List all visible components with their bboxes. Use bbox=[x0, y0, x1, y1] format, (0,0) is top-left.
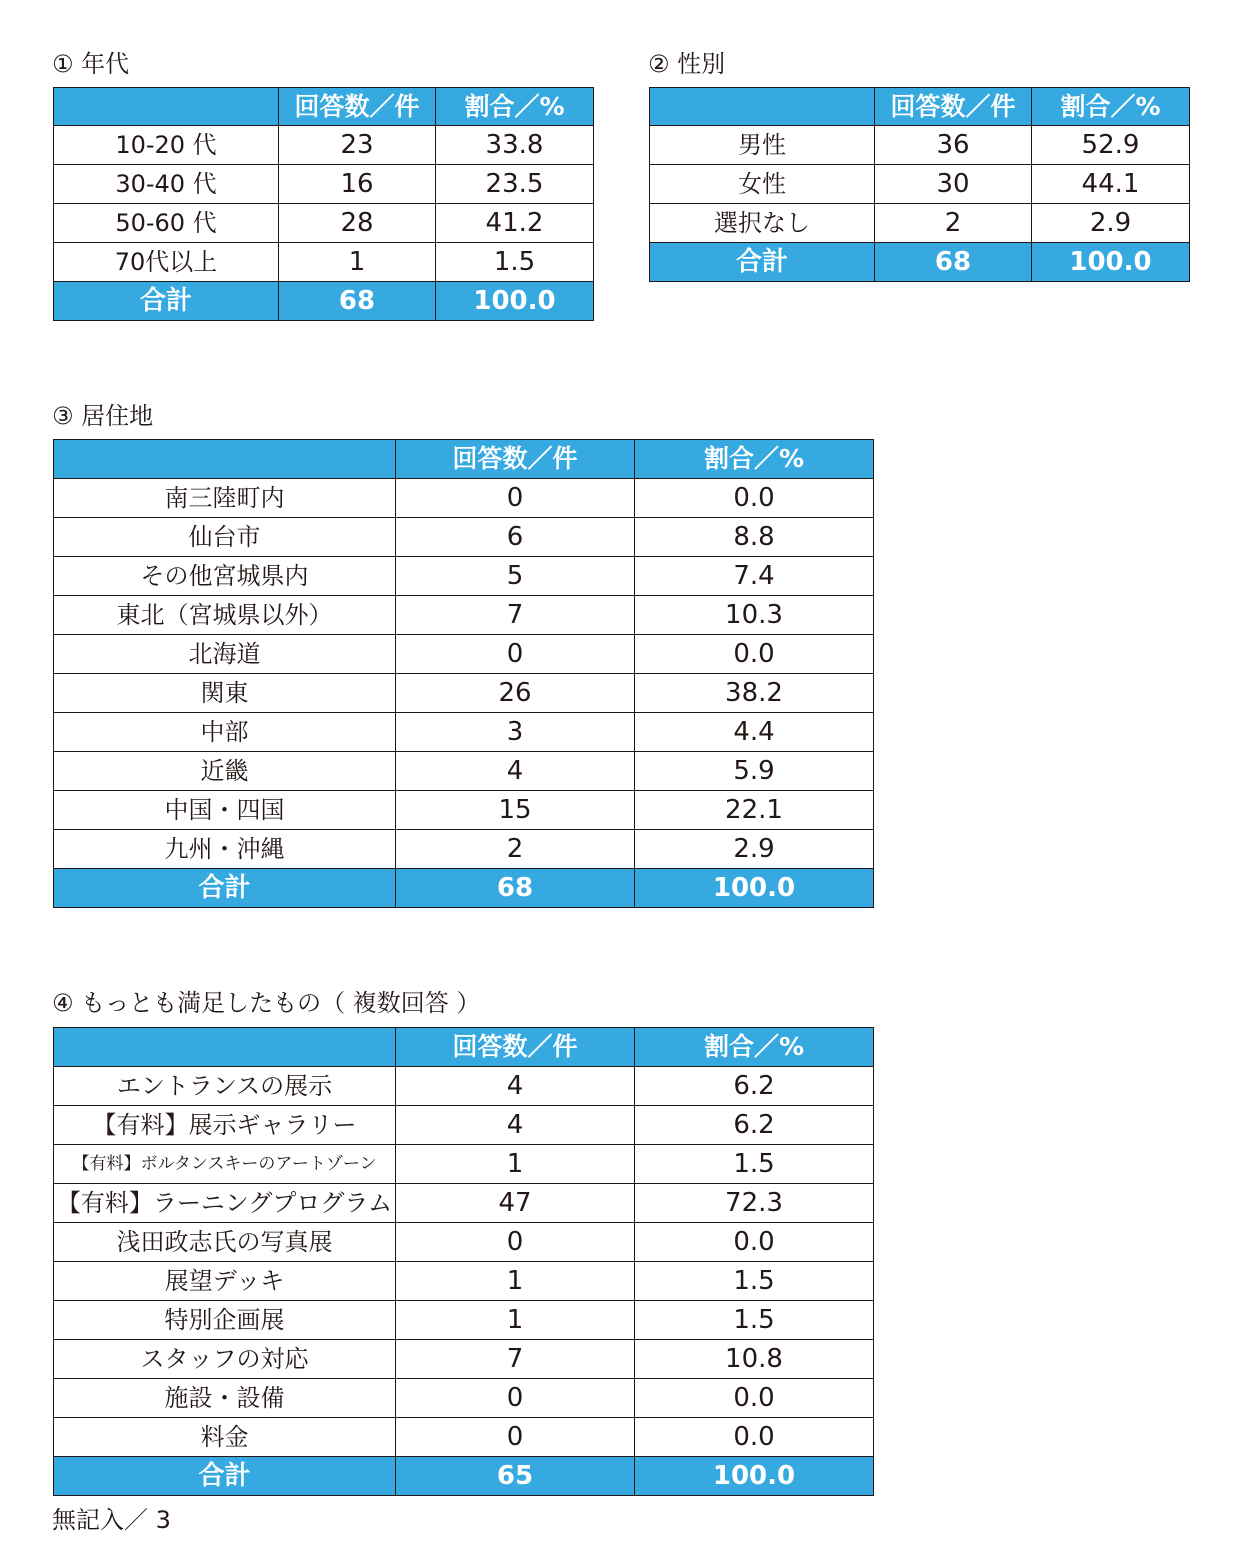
table-row bbox=[54, 1067, 874, 1106]
total-ratio: 100.0 bbox=[635, 1457, 874, 1496]
table-row bbox=[54, 1223, 874, 1262]
row-ratio: 7.4 bbox=[635, 557, 874, 596]
row-label: 女性 bbox=[650, 165, 875, 204]
total-row bbox=[54, 1457, 874, 1496]
table-row bbox=[650, 204, 1190, 243]
row-count: 4 bbox=[396, 752, 635, 791]
row-count: 5 bbox=[396, 557, 635, 596]
table-row bbox=[54, 635, 874, 674]
header-ratio: 割合／% bbox=[635, 440, 874, 479]
row-label: 九州・沖縄 bbox=[54, 830, 396, 869]
row-count: 1 bbox=[279, 243, 436, 282]
total-count: 68 bbox=[279, 282, 436, 321]
row-count: 4 bbox=[396, 1067, 635, 1106]
row-label: 東北（宮城県以外） bbox=[54, 596, 396, 635]
row-label: 料金 bbox=[54, 1418, 396, 1457]
header-empty-cell bbox=[54, 440, 396, 479]
row-label: 【有料】ラーニングプログラム bbox=[54, 1184, 396, 1223]
row-count: 2 bbox=[396, 830, 635, 869]
table-row bbox=[54, 596, 874, 635]
residence-section-title: ③ 居住地 bbox=[52, 402, 154, 430]
total-count: 65 bbox=[396, 1457, 635, 1496]
table-row bbox=[54, 830, 874, 869]
row-ratio: 0.0 bbox=[635, 479, 874, 518]
row-count: 30 bbox=[875, 165, 1032, 204]
row-label: 30-40 代 bbox=[54, 165, 279, 204]
row-label: 仙台市 bbox=[54, 518, 396, 557]
row-count: 0 bbox=[396, 479, 635, 518]
table-row bbox=[54, 243, 594, 282]
row-label: スタッフの対応 bbox=[54, 1340, 396, 1379]
table-header-row bbox=[54, 1028, 874, 1067]
total-ratio: 100.0 bbox=[436, 282, 594, 321]
row-count: 0 bbox=[396, 1223, 635, 1262]
row-ratio: 10.8 bbox=[635, 1340, 874, 1379]
table-row bbox=[54, 1106, 874, 1145]
table-header-row bbox=[650, 88, 1190, 126]
row-ratio: 44.1 bbox=[1032, 165, 1190, 204]
row-count: 15 bbox=[396, 791, 635, 830]
table-row bbox=[54, 1145, 874, 1184]
table-header-row bbox=[54, 88, 594, 126]
row-ratio: 1.5 bbox=[635, 1301, 874, 1340]
header-ratio: 割合／% bbox=[635, 1028, 874, 1067]
row-ratio: 8.8 bbox=[635, 518, 874, 557]
row-ratio: 2.9 bbox=[635, 830, 874, 869]
row-label: 【有料】ボルタンスキーのアートゾーン bbox=[54, 1145, 396, 1184]
table-row bbox=[650, 165, 1190, 204]
total-ratio: 100.0 bbox=[635, 869, 874, 908]
row-count: 7 bbox=[396, 596, 635, 635]
age-table bbox=[53, 87, 594, 321]
row-label: 浅田政志氏の写真展 bbox=[54, 1223, 396, 1262]
table-row bbox=[54, 204, 594, 243]
header-count: 回答数／件 bbox=[396, 1028, 635, 1067]
header-empty-cell bbox=[650, 88, 875, 126]
row-count: 36 bbox=[875, 126, 1032, 165]
row-label: 近畿 bbox=[54, 752, 396, 791]
table-row bbox=[54, 1340, 874, 1379]
row-label: 10-20 代 bbox=[54, 126, 279, 165]
row-count: 1 bbox=[396, 1145, 635, 1184]
table-row bbox=[54, 1301, 874, 1340]
row-label: エントランスの展示 bbox=[54, 1067, 396, 1106]
table-header-row bbox=[54, 440, 874, 479]
row-ratio: 10.3 bbox=[635, 596, 874, 635]
header-count: 回答数／件 bbox=[279, 88, 436, 126]
total-row bbox=[650, 243, 1190, 282]
row-label: 北海道 bbox=[54, 635, 396, 674]
table-row bbox=[54, 165, 594, 204]
table-row bbox=[54, 674, 874, 713]
row-count: 4 bbox=[396, 1106, 635, 1145]
row-label: 展望デッキ bbox=[54, 1262, 396, 1301]
table-row bbox=[54, 479, 874, 518]
row-ratio: 0.0 bbox=[635, 1223, 874, 1262]
row-label: 選択なし bbox=[650, 204, 875, 243]
table-row bbox=[650, 126, 1190, 165]
row-label: 関東 bbox=[54, 674, 396, 713]
table-row bbox=[54, 557, 874, 596]
header-ratio: 割合／% bbox=[1032, 88, 1190, 126]
row-count: 28 bbox=[279, 204, 436, 243]
row-label: 中部 bbox=[54, 713, 396, 752]
table-row bbox=[54, 126, 594, 165]
row-label: 【有料】展示ギャラリー bbox=[54, 1106, 396, 1145]
gender-table bbox=[649, 87, 1190, 282]
row-ratio: 5.9 bbox=[635, 752, 874, 791]
satisfaction-table bbox=[53, 1027, 874, 1496]
total-ratio: 100.0 bbox=[1032, 243, 1190, 282]
total-label: 合計 bbox=[650, 243, 875, 282]
total-row bbox=[54, 282, 594, 321]
row-ratio: 0.0 bbox=[635, 1418, 874, 1457]
row-count: 7 bbox=[396, 1340, 635, 1379]
header-count: 回答数／件 bbox=[396, 440, 635, 479]
row-count: 16 bbox=[279, 165, 436, 204]
row-label: 中国・四国 bbox=[54, 791, 396, 830]
row-count: 6 bbox=[396, 518, 635, 557]
table-row bbox=[54, 752, 874, 791]
row-label: 南三陸町内 bbox=[54, 479, 396, 518]
row-count: 3 bbox=[396, 713, 635, 752]
total-count: 68 bbox=[875, 243, 1032, 282]
row-ratio: 4.4 bbox=[635, 713, 874, 752]
row-ratio: 72.3 bbox=[635, 1184, 874, 1223]
row-label: その他宮城県内 bbox=[54, 557, 396, 596]
header-ratio: 割合／% bbox=[436, 88, 594, 126]
row-label: 70代以上 bbox=[54, 243, 279, 282]
no-answer-note: 無記入／ 3 bbox=[52, 1506, 171, 1534]
row-ratio: 1.5 bbox=[635, 1145, 874, 1184]
age-section-title: ① 年代 bbox=[52, 50, 130, 78]
row-ratio: 41.2 bbox=[436, 204, 594, 243]
residence-table bbox=[53, 439, 874, 908]
total-row bbox=[54, 869, 874, 908]
row-count: 47 bbox=[396, 1184, 635, 1223]
table-row bbox=[54, 1262, 874, 1301]
header-count: 回答数／件 bbox=[875, 88, 1032, 126]
row-ratio: 52.9 bbox=[1032, 126, 1190, 165]
row-count: 26 bbox=[396, 674, 635, 713]
row-count: 1 bbox=[396, 1262, 635, 1301]
row-label: 特別企画展 bbox=[54, 1301, 396, 1340]
row-ratio: 2.9 bbox=[1032, 204, 1190, 243]
row-ratio: 22.1 bbox=[635, 791, 874, 830]
row-ratio: 6.2 bbox=[635, 1067, 874, 1106]
table-row bbox=[54, 791, 874, 830]
satisfaction-section-title: ④ もっとも満足したもの（ 複数回答 ） bbox=[52, 989, 481, 1017]
table-row bbox=[54, 1379, 874, 1418]
table-row bbox=[54, 713, 874, 752]
total-label: 合計 bbox=[54, 869, 396, 908]
row-ratio: 0.0 bbox=[635, 1379, 874, 1418]
table-row bbox=[54, 518, 874, 557]
total-label: 合計 bbox=[54, 282, 279, 321]
row-count: 0 bbox=[396, 1418, 635, 1457]
total-label: 合計 bbox=[54, 1457, 396, 1496]
row-ratio: 1.5 bbox=[436, 243, 594, 282]
row-ratio: 23.5 bbox=[436, 165, 594, 204]
row-ratio: 38.2 bbox=[635, 674, 874, 713]
header-empty-cell bbox=[54, 88, 279, 126]
table-row bbox=[54, 1184, 874, 1223]
row-ratio: 0.0 bbox=[635, 635, 874, 674]
table-row bbox=[54, 1418, 874, 1457]
row-count: 0 bbox=[396, 635, 635, 674]
row-ratio: 33.8 bbox=[436, 126, 594, 165]
row-count: 1 bbox=[396, 1301, 635, 1340]
row-ratio: 6.2 bbox=[635, 1106, 874, 1145]
header-empty-cell bbox=[54, 1028, 396, 1067]
row-count: 0 bbox=[396, 1379, 635, 1418]
gender-section-title: ② 性別 bbox=[648, 50, 726, 78]
row-label: 50-60 代 bbox=[54, 204, 279, 243]
row-count: 23 bbox=[279, 126, 436, 165]
total-count: 68 bbox=[396, 869, 635, 908]
row-ratio: 1.5 bbox=[635, 1262, 874, 1301]
row-label: 施設・設備 bbox=[54, 1379, 396, 1418]
row-label: 男性 bbox=[650, 126, 875, 165]
row-count: 2 bbox=[875, 204, 1032, 243]
